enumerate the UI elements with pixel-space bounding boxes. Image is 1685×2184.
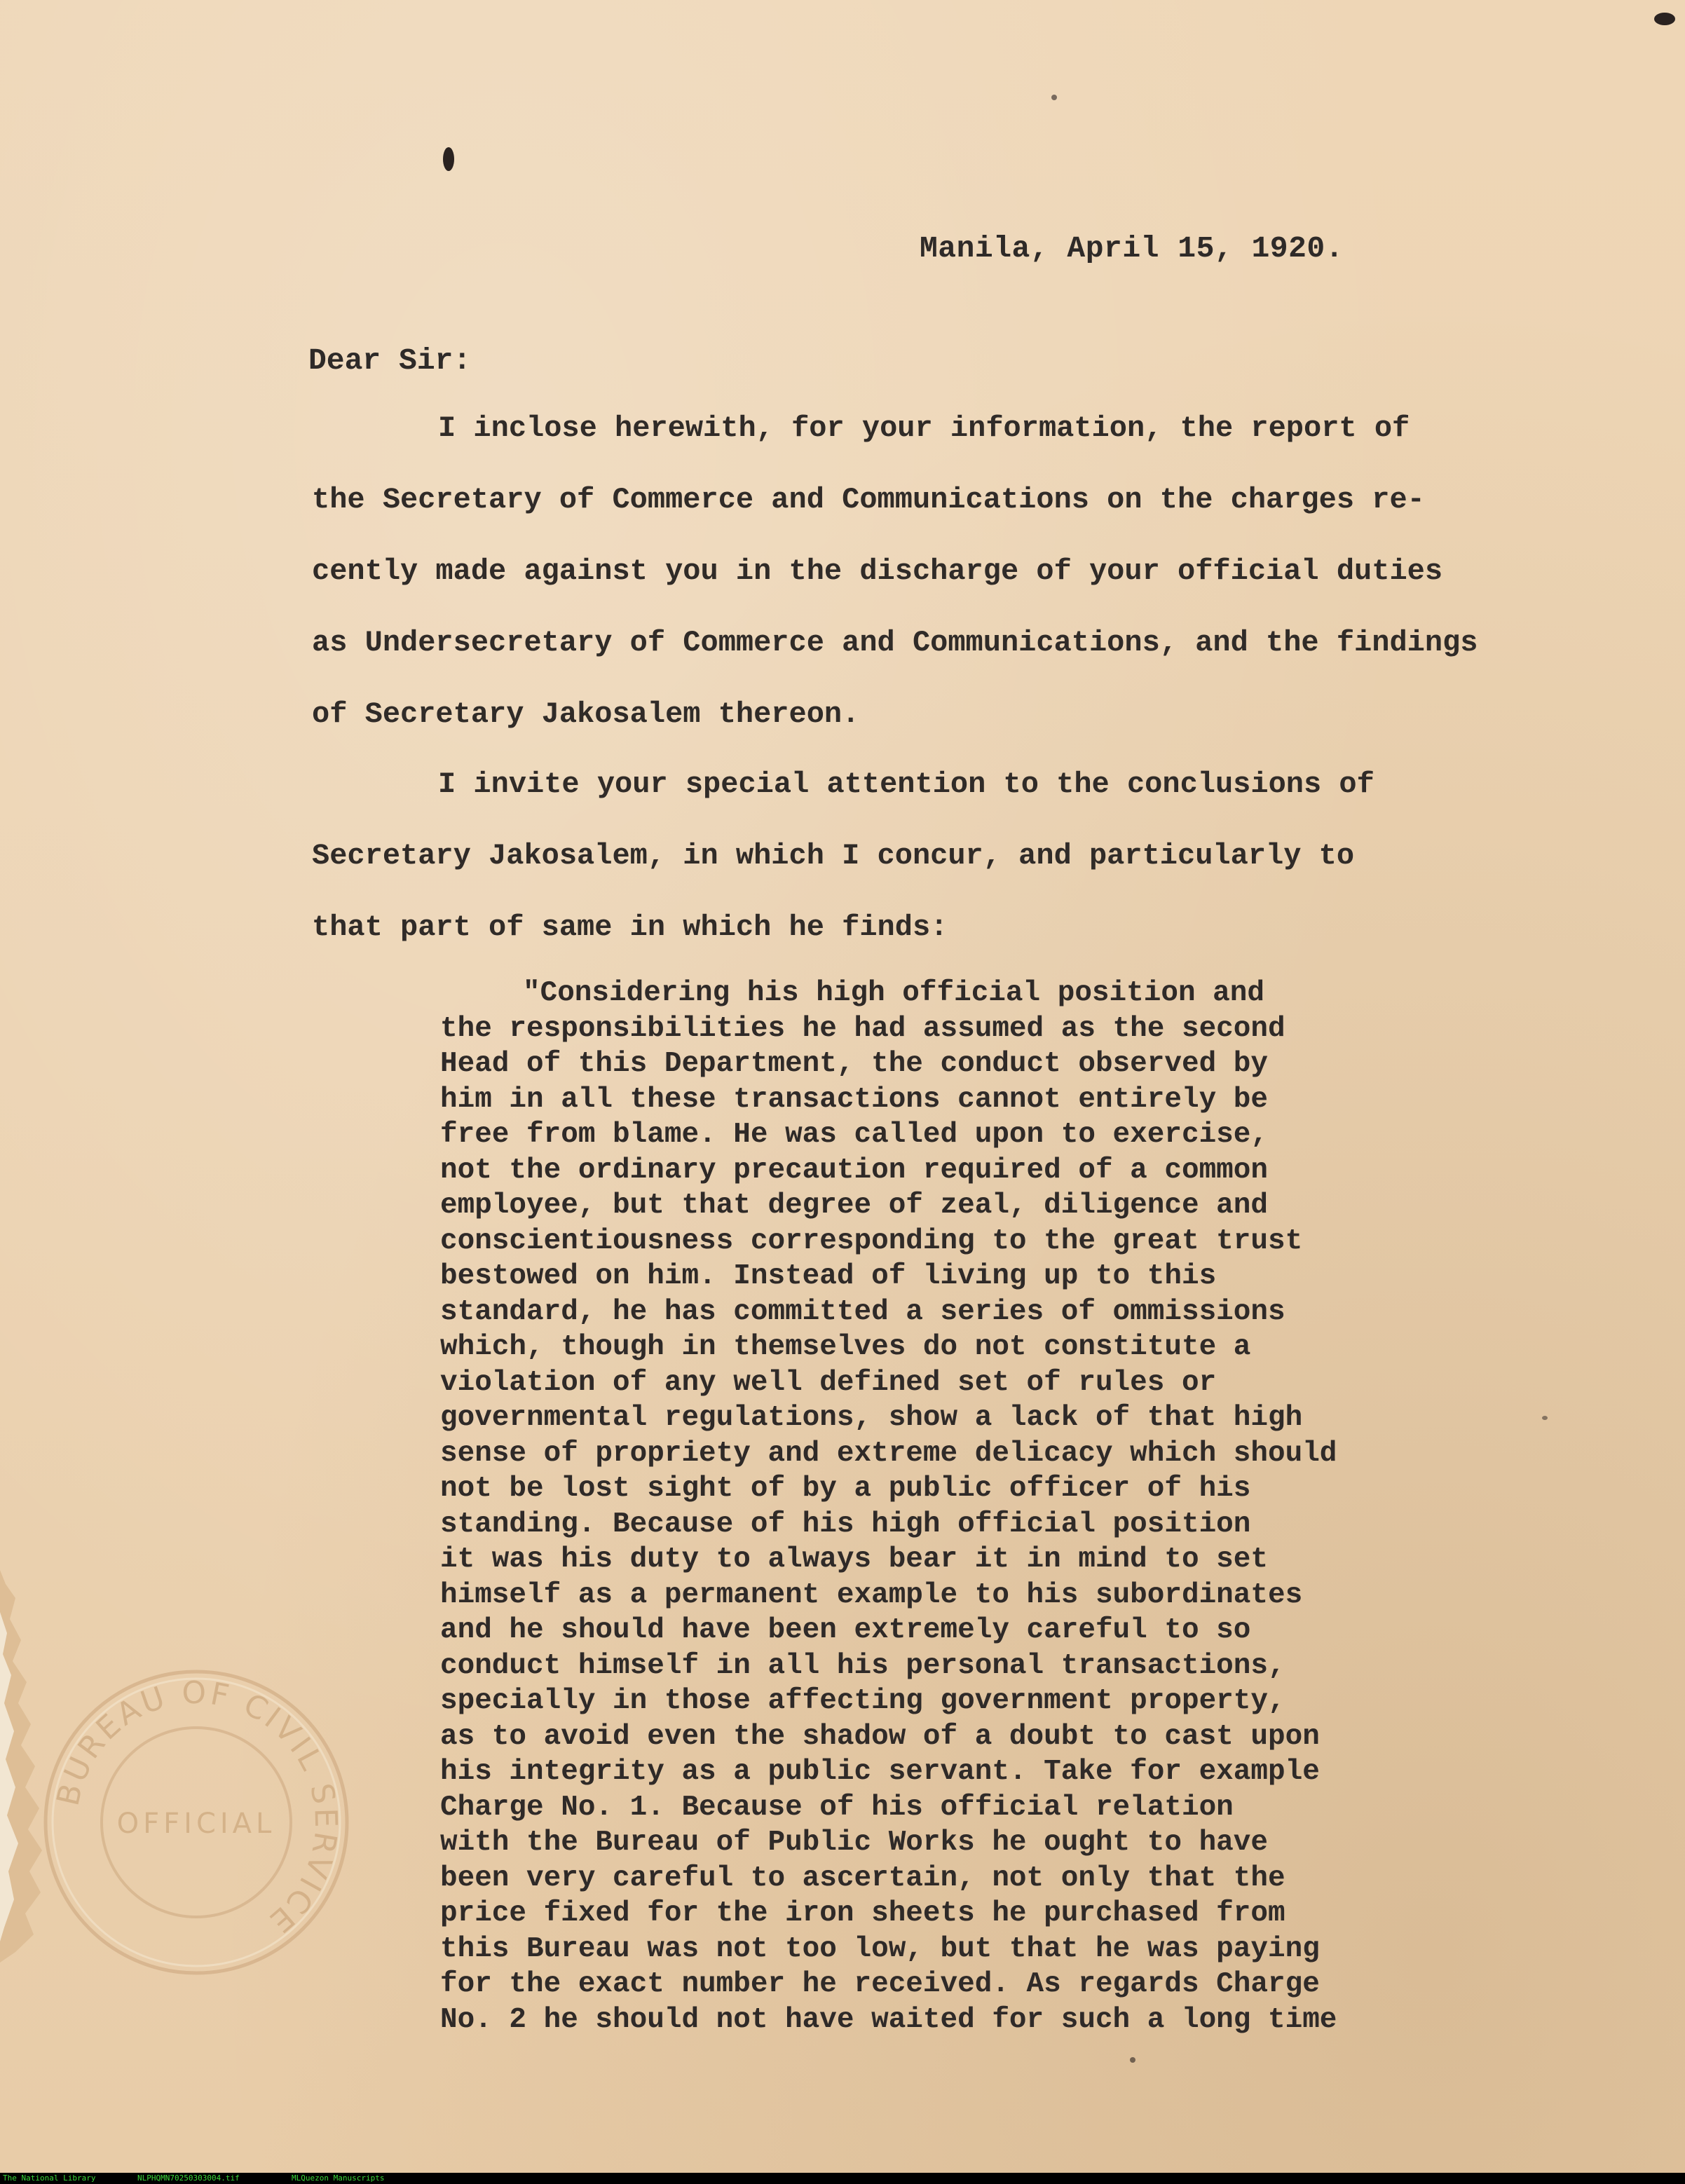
quoted-finding xyxy=(440,976,1337,2038)
quote-line: conduct himself in all his personal transactions, xyxy=(440,1649,1285,1682)
quote-line: this Bureau was not too low, but that he was paying xyxy=(440,1932,1320,1965)
salutation: Dear Sir: xyxy=(308,343,472,378)
quote-line: sense of propriety and extreme delicacy which should xyxy=(440,1437,1337,1470)
paragraph-line: Secretary Jakosalem, in which I concur, and particularly to xyxy=(312,839,1355,873)
quote-line: not be lost sight of by a public officer of his xyxy=(440,1473,1251,1505)
quote-line: not the ordinary precaution required of a common xyxy=(440,1154,1268,1187)
paragraph-line: I inclose herewith, for your information, the report of xyxy=(438,411,1410,445)
quote-line: it was his duty to always bear it in mind to set xyxy=(440,1543,1268,1576)
paragraph-1 xyxy=(312,393,1478,750)
quote-line: governmental regulations, show a lack of that high xyxy=(440,1402,1303,1434)
paragraph-line: that part of same in which he finds: xyxy=(312,910,948,944)
quote-line: Charge No. 1. Because of his official relation xyxy=(440,1791,1234,1824)
quote-line: the responsibilities he had assumed as the second xyxy=(440,1012,1285,1045)
quote-line: price fixed for the iron sheets he purchased from xyxy=(440,1897,1285,1930)
paragraph-2 xyxy=(312,749,1374,963)
quote-line: himself as a permanent example to his subordinates xyxy=(440,1578,1303,1611)
ink-speck xyxy=(1654,13,1675,25)
paragraph-line: cently made against you in the discharge of your official duties xyxy=(312,554,1443,588)
footer-library: The National Library xyxy=(3,2173,96,2183)
quote-line: No. 2 he should not have waited for such a long time xyxy=(440,2003,1337,2036)
quote-line: which, though in themselves do not constitute a xyxy=(440,1331,1251,1363)
quote-line: his integrity as a public servant. Take for example xyxy=(440,1756,1320,1788)
quote-line: standard, he has committed a series of ommissions xyxy=(440,1295,1285,1328)
quote-line: employee, but that degree of zeal, diligence and xyxy=(440,1189,1268,1222)
quote-line: as to avoid even the shadow of a doubt to cast upon xyxy=(440,1720,1320,1753)
archive-footer xyxy=(0,2173,1685,2184)
quote-line: with the Bureau of Public Works he ought to have xyxy=(440,1827,1268,1859)
quote-line: "Considering his high official position and xyxy=(523,977,1264,1009)
quote-line: free from blame. He was called upon to exercise, xyxy=(440,1119,1268,1151)
seal-ring-text: BUREAU OF CIVIL SERVICE xyxy=(50,1674,344,1941)
seal-center-text: OFFICIAL xyxy=(116,1808,276,1840)
paragraph-line: of Secretary Jakosalem thereon. xyxy=(312,697,860,731)
quote-line: violation of any well defined set of rules or xyxy=(440,1366,1217,1399)
ink-speck xyxy=(443,147,454,171)
quote-line: bestowed on him. Instead of living up to this xyxy=(440,1260,1217,1292)
paragraph-line: I invite your special attention to the conclusions of xyxy=(438,767,1374,801)
quote-line: conscientiousness corresponding to the great trust xyxy=(440,1224,1303,1257)
quote-line: him in all these transactions cannot entirely be xyxy=(440,1083,1268,1116)
quote-line: specially in those affecting government property, xyxy=(440,1685,1285,1717)
quote-line: and he should have been extremely careful to so xyxy=(440,1614,1251,1646)
quote-line: standing. Because of his high official position xyxy=(440,1508,1251,1541)
ink-speck xyxy=(1542,1416,1548,1420)
paragraph-line: as Undersecretary of Commerce and Communications, and the findings xyxy=(312,626,1478,660)
quote-line: Head of this Department, the conduct observed by xyxy=(440,1048,1268,1080)
ink-speck xyxy=(1130,2057,1135,2063)
letter-date: Manila, April 15, 1920. xyxy=(920,231,1344,266)
ink-speck xyxy=(1051,95,1057,100)
paragraph-line: the Secretary of Commerce and Communications on the charges re- xyxy=(312,483,1425,517)
quote-line: for the exact number he received. As regards Charge xyxy=(440,1968,1320,2000)
footer-file: NLPHQMN70250303004.tif xyxy=(137,2173,240,2183)
quote-line: been very careful to ascertain, not only that the xyxy=(440,1862,1285,1895)
embossed-seal xyxy=(35,1661,357,1984)
footer-collection: MLQuezon Manuscripts xyxy=(292,2173,385,2183)
